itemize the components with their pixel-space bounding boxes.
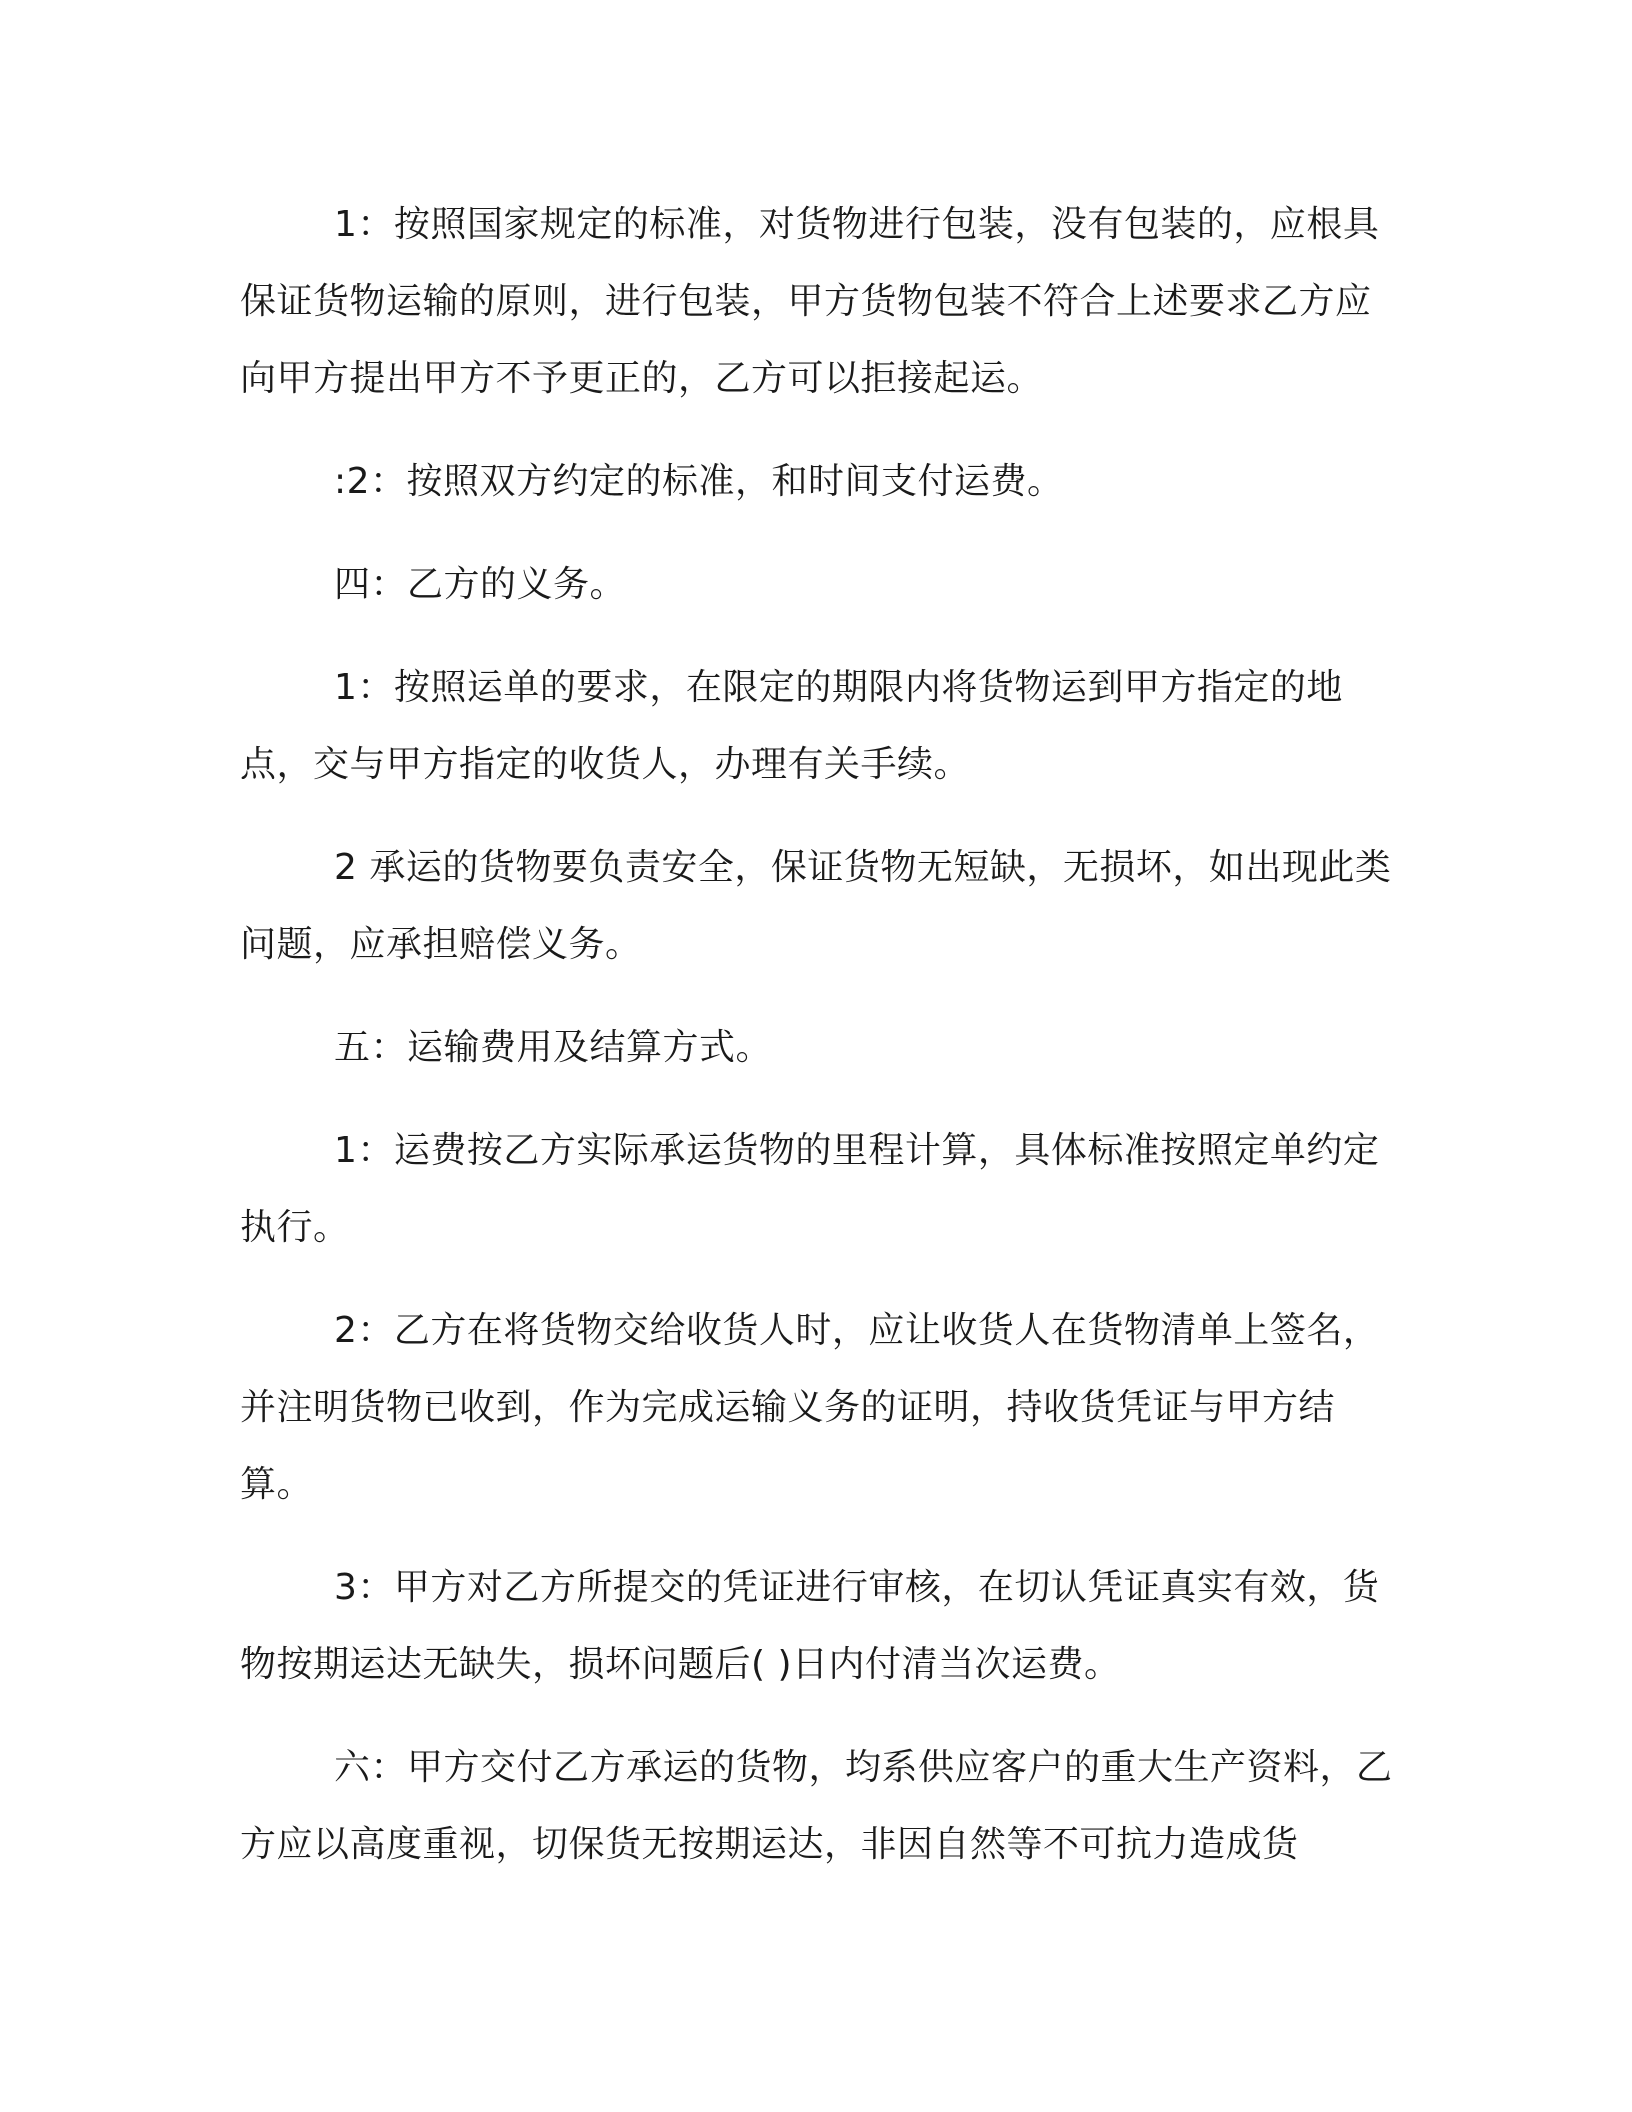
paragraph-packaging: 1：按照国家规定的标准，对货物进行包装，没有包装的，应根具保证货物运输的原则，进行包装，甲方货物包装不符合上述要求乙方应向甲方提出甲方不予更正的，乙方可以拒接起运。 [240,204,1380,399]
paragraph-voucher-review: 3：甲方对乙方所提交的凭证进行审核，在切认凭证真实有效，货物按期运达无缺失，损坏问题后( )日内付清当次运费。 [240,1567,1380,1685]
paragraph-freight-payment: :2：按照双方约定的标准，和时间支付运费。 [334,461,1064,502]
paragraph-section-six: 六：甲方交付乙方承运的货物，均系供应客户的重大生产资料，乙方应以高度重视，切保货无按期运达，非因自然等不可抗力造成货 [240,1747,1393,1865]
section-heading-party-b-obligations: 四：乙方的义务。 [334,564,627,605]
paragraph-receipt-signature: 2：乙方在将货物交给收货人时，应让收货人在货物清单上签名，并注明货物已收到，作为完成运输义务的证明，持收货凭证与甲方结算。 [240,1310,1380,1505]
document-body [240,186,1400,1883]
section-heading-fees-settlement: 五：运输费用及结算方式。 [334,1027,773,1068]
paragraph-freight-calculation: 1：运费按乙方实际承运货物的里程计算，具体标准按照定单约定执行。 [240,1130,1380,1248]
paragraph-delivery: 1：按照运单的要求，在限定的期限内将货物运到甲方指定的地点，交与甲方指定的收货人，办理有关手续。 [240,667,1343,785]
paragraph-cargo-safety: 2 承运的货物要负责安全，保证货物无短缺，无损坏，如出现此类问题，应承担赔偿义务。 [240,847,1392,965]
